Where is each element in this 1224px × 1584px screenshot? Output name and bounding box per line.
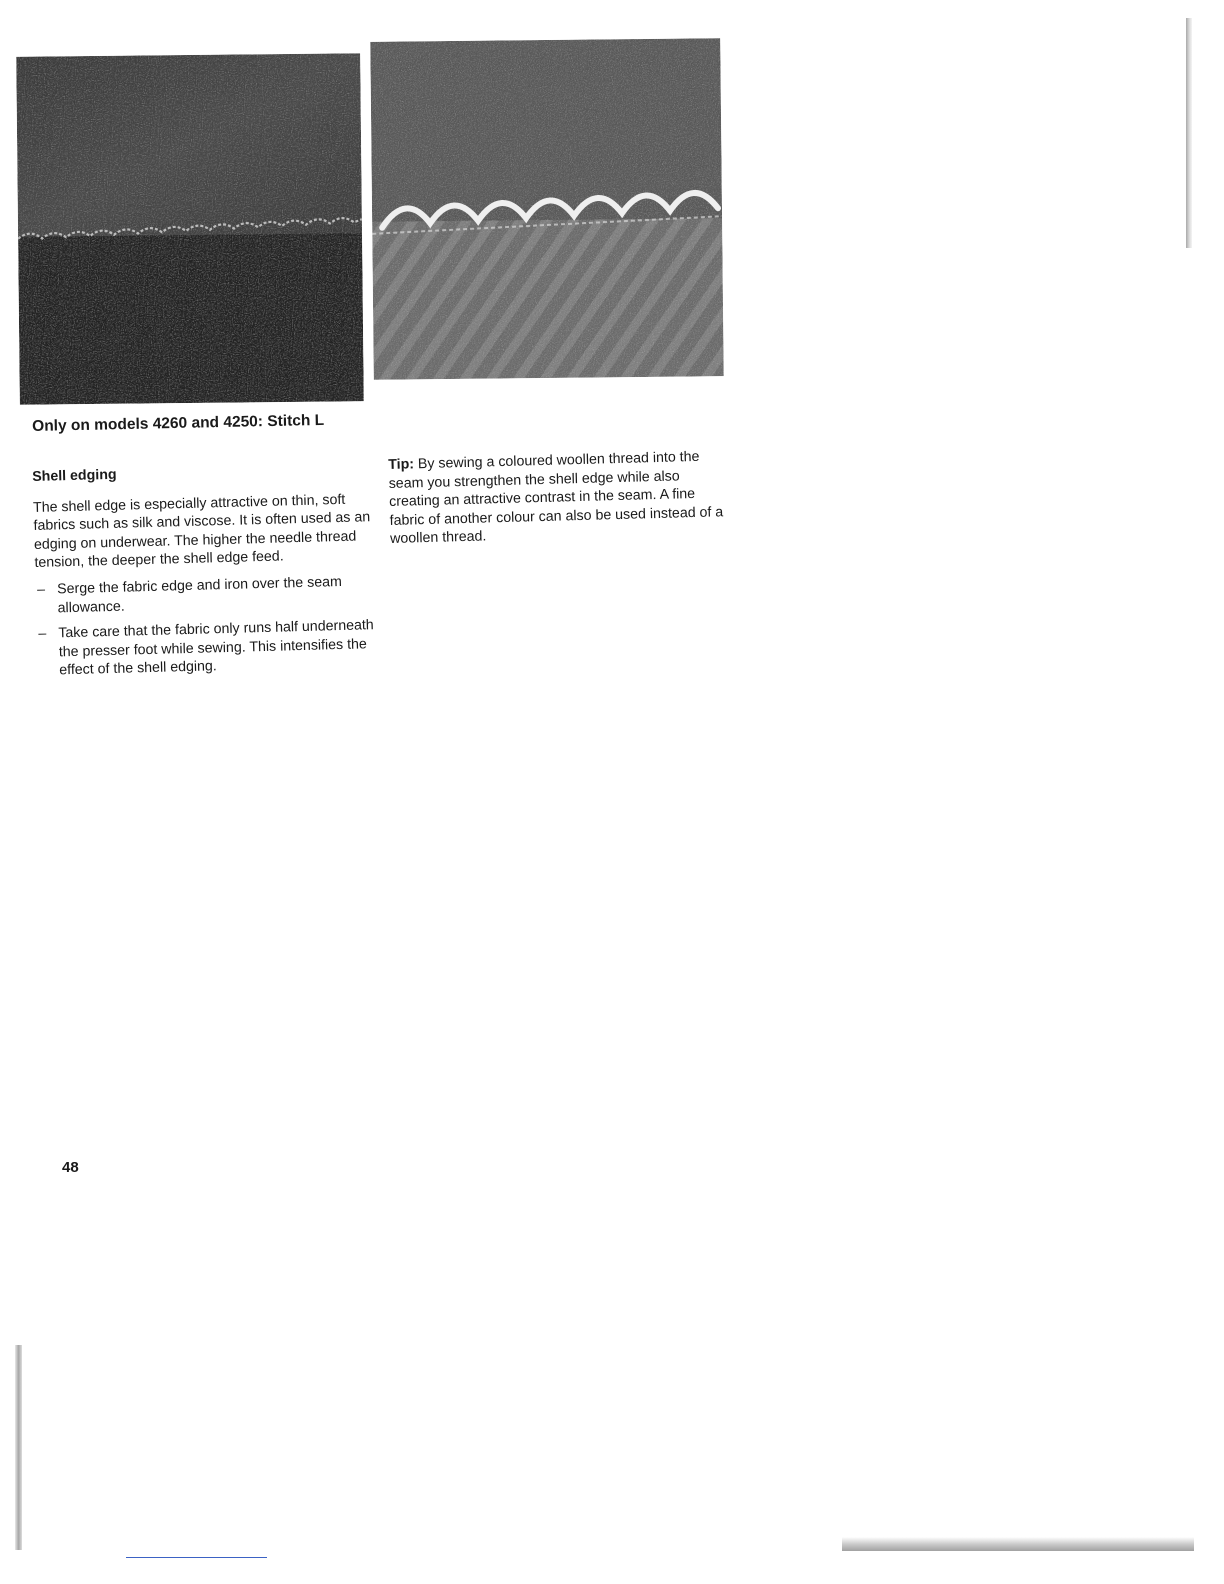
section-paragraph: The shell edge is especially attractive on thin, soft fabrics such as silk and viscose. It is often used as an edging on underwear. The higher the needle thread tension, the deeper the shell edge feed. — [32, 491, 371, 572]
scan-edge-shadow-bottom — [842, 1537, 1194, 1551]
tip-label: Tip: — [388, 456, 415, 473]
photo-grey-fabric-image — [370, 38, 724, 380]
photo-grey-fabric-woollen-shell-edge — [370, 38, 724, 380]
scan-edge-shadow-right — [1186, 18, 1192, 248]
page-number: 48 — [62, 1159, 79, 1176]
photo-dark-fabric-shell-edge — [16, 53, 364, 405]
section-heading: Shell edging — [32, 466, 117, 485]
scan-blue-line — [126, 1557, 267, 1558]
list-dash: – — [36, 581, 46, 598]
list-item — [36, 616, 382, 681]
scan-edge-shadow-left — [15, 1345, 22, 1550]
photo-caption: Only on models 4260 and 4250: Stitch L — [32, 411, 325, 435]
list-item — [35, 572, 381, 618]
tip-section — [388, 447, 725, 549]
list-item-text: Take care that the fabric only runs half underneath the presser foot while sewing. This intensifies the effect of the shell edging. — [58, 617, 374, 679]
list-item-text: Serge the fabric edge and iron over the seam allowance. — [56, 573, 343, 616]
tip-text: By sewing a coloured woollen thread into the seam you strengthen the shell edge while also creating an attractive contrast in the seam. A fine fabric of another colour can also be used instead of a woollen thread. — [388, 448, 724, 548]
list-dash: – — [38, 625, 47, 643]
steps-list — [35, 572, 382, 681]
photo-dark-fabric-image — [16, 53, 364, 405]
shell-edging-section — [32, 459, 383, 688]
